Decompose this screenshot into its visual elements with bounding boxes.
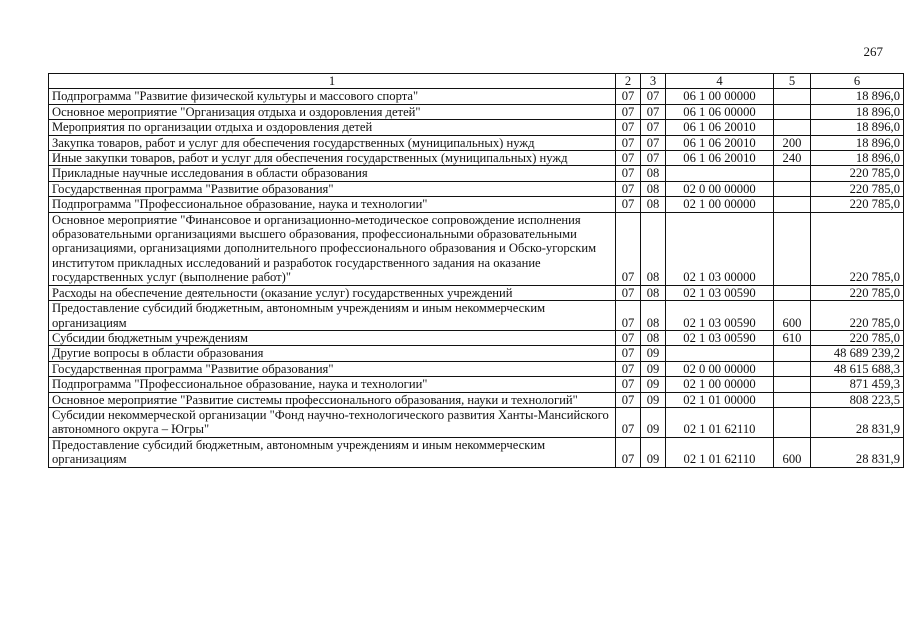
row-section-cell: 07 (616, 89, 641, 104)
row-name-cell: Основное мероприятие "Финансовое и организационно-методическое сопровождение исполнения образовательными организациями высшего образования, профессиональными образовательными организациями, организациями дополнительного профессионального образования и Обско-угорским институтом прикладных исследований и разработок государственного задания на оказание государственных услуг (выполнение работ)" (49, 212, 616, 285)
table-body (49, 89, 904, 467)
row-section-cell: 07 (616, 437, 641, 467)
row-target-article-cell: 02 1 03 00590 (666, 301, 774, 331)
row-section-cell: 07 (616, 120, 641, 135)
row-section-cell: 07 (616, 135, 641, 150)
budget-table (48, 73, 904, 468)
row-expense-type-cell (774, 120, 811, 135)
row-amount-cell: 220 785,0 (811, 285, 904, 300)
row-section-cell: 07 (616, 104, 641, 119)
row-section-cell: 07 (616, 392, 641, 407)
row-name-cell: Прикладные научные исследования в области образования (49, 166, 616, 181)
row-name-cell: Закупка товаров, работ и услуг для обеспечения государственных (муниципальных) нужд (49, 135, 616, 150)
row-name-cell: Расходы на обеспечение деятельности (оказание услуг) государственных учреждений (49, 285, 616, 300)
row-expense-type-cell (774, 377, 811, 392)
column-header-4: 4 (666, 74, 774, 89)
row-amount-cell: 28 831,9 (811, 437, 904, 467)
table-row (49, 346, 904, 361)
row-section-cell: 07 (616, 361, 641, 376)
row-section-cell: 07 (616, 330, 641, 345)
row-amount-cell: 48 615 688,3 (811, 361, 904, 376)
row-subsection-cell: 08 (641, 330, 666, 345)
row-section-cell: 07 (616, 212, 641, 285)
row-target-article-cell: 02 1 01 62110 (666, 407, 774, 437)
row-name-cell: Основное мероприятие "Организация отдыха и оздоровления детей" (49, 104, 616, 119)
column-header-3: 3 (641, 74, 666, 89)
row-expense-type-cell (774, 104, 811, 119)
row-expense-type-cell (774, 212, 811, 285)
row-amount-cell: 18 896,0 (811, 135, 904, 150)
row-name-cell: Подпрограмма "Профессиональное образование, наука и технологии" (49, 197, 616, 212)
row-subsection-cell: 08 (641, 212, 666, 285)
row-name-cell: Иные закупки товаров, работ и услуг для обеспечения государственных (муниципальных) нужд (49, 151, 616, 166)
table-row (49, 392, 904, 407)
row-target-article-cell: 06 1 06 20010 (666, 120, 774, 135)
row-subsection-cell: 08 (641, 197, 666, 212)
header-row (49, 74, 904, 89)
table-row (49, 212, 904, 285)
row-name-cell: Подпрограмма "Профессиональное образование, наука и технологии" (49, 377, 616, 392)
row-subsection-cell: 08 (641, 285, 666, 300)
row-subsection-cell: 07 (641, 104, 666, 119)
row-target-article-cell: 02 1 03 00590 (666, 285, 774, 300)
row-name-cell: Мероприятия по организации отдыха и оздоровления детей (49, 120, 616, 135)
row-subsection-cell: 09 (641, 407, 666, 437)
row-target-article-cell: 02 1 03 00590 (666, 330, 774, 345)
row-section-cell: 07 (616, 301, 641, 331)
row-expense-type-cell (774, 197, 811, 212)
row-section-cell: 07 (616, 181, 641, 196)
table-row (49, 135, 904, 150)
row-amount-cell: 220 785,0 (811, 301, 904, 331)
table-row (49, 120, 904, 135)
row-expense-type-cell (774, 181, 811, 196)
row-target-article-cell: 02 1 00 00000 (666, 377, 774, 392)
row-amount-cell: 220 785,0 (811, 212, 904, 285)
row-subsection-cell: 08 (641, 181, 666, 196)
row-subsection-cell: 07 (641, 89, 666, 104)
table-row (49, 285, 904, 300)
table-row (49, 437, 904, 467)
row-subsection-cell: 07 (641, 120, 666, 135)
row-subsection-cell: 09 (641, 437, 666, 467)
row-subsection-cell: 09 (641, 346, 666, 361)
row-expense-type-cell (774, 166, 811, 181)
row-name-cell: Субсидии некоммерческой организации "Фонд научно-технологического развития Ханты-Мансийского автономного округа – Югры" (49, 407, 616, 437)
row-expense-type-cell: 240 (774, 151, 811, 166)
table-row (49, 181, 904, 196)
row-expense-type-cell: 200 (774, 135, 811, 150)
table-row (49, 407, 904, 437)
table-row (49, 330, 904, 345)
row-subsection-cell: 08 (641, 166, 666, 181)
table-row (49, 151, 904, 166)
row-amount-cell: 808 223,5 (811, 392, 904, 407)
row-expense-type-cell (774, 361, 811, 376)
row-amount-cell: 18 896,0 (811, 89, 904, 104)
column-header-2: 2 (616, 74, 641, 89)
row-name-cell: Основное мероприятие "Развитие системы профессионального образования, науки и технологий" (49, 392, 616, 407)
row-subsection-cell: 09 (641, 377, 666, 392)
row-target-article-cell: 06 1 06 20010 (666, 151, 774, 166)
row-section-cell: 07 (616, 151, 641, 166)
row-expense-type-cell (774, 285, 811, 300)
row-subsection-cell: 08 (641, 301, 666, 331)
row-target-article-cell: 06 1 06 00000 (666, 104, 774, 119)
row-target-article-cell: 02 0 00 00000 (666, 361, 774, 376)
row-target-article-cell: 02 1 01 00000 (666, 392, 774, 407)
table-row (49, 197, 904, 212)
row-section-cell: 07 (616, 346, 641, 361)
row-section-cell: 07 (616, 197, 641, 212)
row-expense-type-cell (774, 346, 811, 361)
row-subsection-cell: 07 (641, 151, 666, 166)
row-target-article-cell: 02 1 01 62110 (666, 437, 774, 467)
row-section-cell: 07 (616, 377, 641, 392)
row-amount-cell: 220 785,0 (811, 197, 904, 212)
row-target-article-cell: 02 1 03 00000 (666, 212, 774, 285)
row-name-cell: Подпрограмма "Развитие физической культуры и массового спорта" (49, 89, 616, 104)
row-amount-cell: 220 785,0 (811, 181, 904, 196)
row-target-article-cell: 06 1 00 00000 (666, 89, 774, 104)
column-header-6: 6 (811, 74, 904, 89)
row-expense-type-cell: 600 (774, 301, 811, 331)
row-section-cell: 07 (616, 166, 641, 181)
row-expense-type-cell: 610 (774, 330, 811, 345)
row-target-article-cell: 02 0 00 00000 (666, 181, 774, 196)
row-expense-type-cell: 600 (774, 437, 811, 467)
table-row (49, 301, 904, 331)
row-amount-cell: 220 785,0 (811, 330, 904, 345)
row-amount-cell: 871 459,3 (811, 377, 904, 392)
table-row (49, 89, 904, 104)
row-name-cell: Предоставление субсидий бюджетным, автономным учреждениям и иным некоммерческим организациям (49, 437, 616, 467)
row-section-cell: 07 (616, 285, 641, 300)
row-subsection-cell: 09 (641, 361, 666, 376)
table-row (49, 361, 904, 376)
row-name-cell: Субсидии бюджетным учреждениям (49, 330, 616, 345)
row-section-cell: 07 (616, 407, 641, 437)
row-target-article-cell: 02 1 00 00000 (666, 197, 774, 212)
row-expense-type-cell (774, 89, 811, 104)
table-row (49, 377, 904, 392)
page-number: 267 (863, 44, 883, 59)
row-name-cell: Предоставление субсидий бюджетным, автономным учреждениям и иным некоммерческим организациям (49, 301, 616, 331)
row-expense-type-cell (774, 392, 811, 407)
row-amount-cell: 18 896,0 (811, 151, 904, 166)
row-amount-cell: 18 896,0 (811, 104, 904, 119)
row-amount-cell: 18 896,0 (811, 120, 904, 135)
row-expense-type-cell (774, 407, 811, 437)
column-header-5: 5 (774, 74, 811, 89)
table-row (49, 104, 904, 119)
row-name-cell: Другие вопросы в области образования (49, 346, 616, 361)
row-name-cell: Государственная программа "Развитие образования" (49, 181, 616, 196)
row-name-cell: Государственная программа "Развитие образования" (49, 361, 616, 376)
column-header-1: 1 (49, 74, 616, 89)
row-amount-cell: 48 689 239,2 (811, 346, 904, 361)
table-row (49, 166, 904, 181)
row-target-article-cell (666, 346, 774, 361)
row-target-article-cell: 06 1 06 20010 (666, 135, 774, 150)
row-target-article-cell (666, 166, 774, 181)
row-amount-cell: 220 785,0 (811, 166, 904, 181)
row-amount-cell: 28 831,9 (811, 407, 904, 437)
row-subsection-cell: 09 (641, 392, 666, 407)
row-subsection-cell: 07 (641, 135, 666, 150)
